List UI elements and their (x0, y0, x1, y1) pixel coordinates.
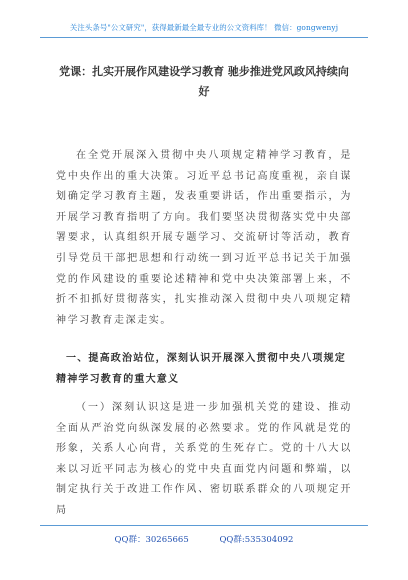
footer-qq-group-1: QQ群：30265665 (114, 535, 189, 545)
header-note: 关注头条号"公文研究"，获得最新最全最专业的公文资料库！ 微信：gongwenyj (69, 23, 339, 32)
section-heading: 一、提高政治站位，深刻认识开展深入贯彻中央八项规定精神学习教育的重大意义 (56, 353, 346, 385)
intro-paragraph: 在全党开展深入贯彻中央八项规定精神学习教育，是党中央作出的重大决策。习近平总书记高度重视，亲自谋划确定学习教育主题，发表重要讲话，作出重要指示，为开展学习教育指明了方向。我们要坚决贯彻落实党中央部署要求，认真组织开展专题学习、交流研讨等活动，教育引导党员干部把思想和行动统一到习近平总书记关于加强党的作风建设的重要论述精神和党中央决策部署上来，不折不扣抓好贯彻落实，扎实推动深入贯彻中央八项规定精神学习教育走深走实。 (56, 150, 352, 326)
footer (0, 533, 408, 545)
section-paragraph: （一）深刻认识这是进一步加强机关党的建设、推动全面从严治党向纵深发展的必然要求。党的作风就是党的形象，关系人心向背，关系党的生死存亡。党的十八大以来以习近平同志为核心的党中央直面党内问题和弊端，以制定执行关于改进工作作风、密切联系群众的八项规定开局 (56, 402, 352, 516)
document-title: 党课：扎实开展作风建设学习教育 驰步推进党风政风持续向好 (59, 65, 349, 98)
footer-qq-group-2: QQ群:535304092 (219, 535, 294, 545)
header-divider (40, 37, 368, 38)
footer-divider (40, 525, 368, 526)
